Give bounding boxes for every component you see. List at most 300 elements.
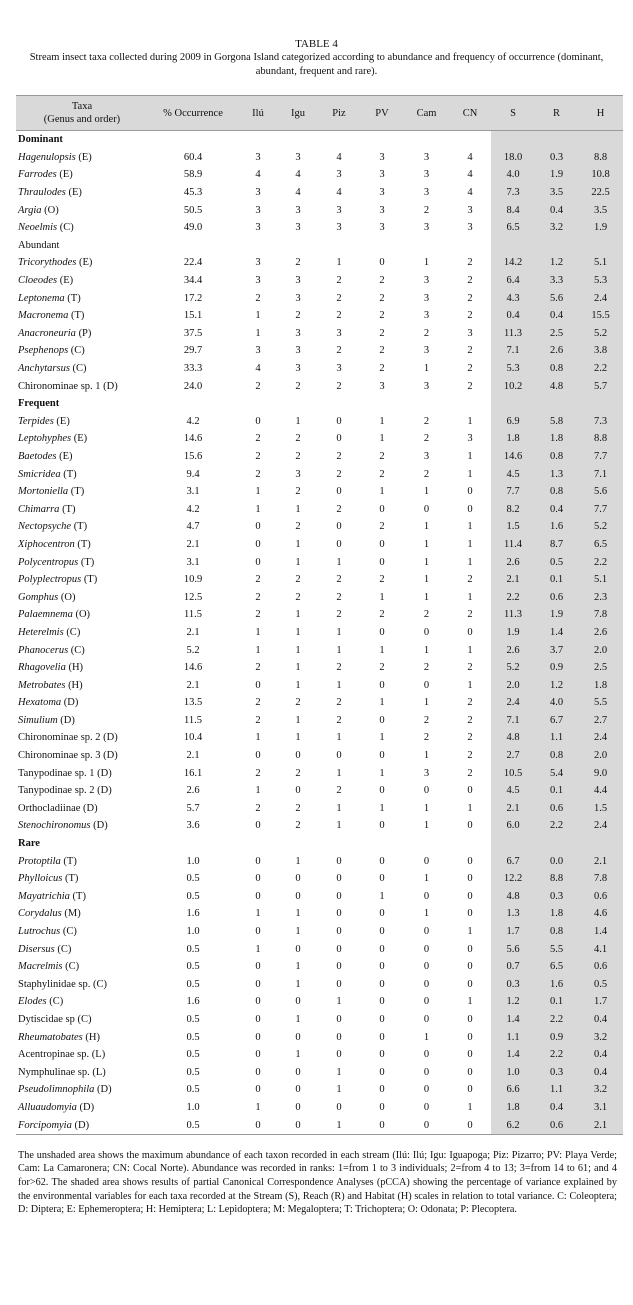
abundance-piz-cell: 2 — [336, 345, 342, 357]
abundance-piz-cell: 1 — [318, 1116, 360, 1134]
taxon-cell — [16, 500, 148, 518]
taxon-order: (O) — [75, 609, 91, 621]
variance-h-cell: 8.8 — [578, 149, 623, 167]
taxon-name: Chironominae sp. 1 — [18, 380, 101, 392]
abundance-pv-cell: 0 — [379, 538, 385, 550]
abundance-cam-cell: 3 — [423, 310, 430, 322]
abundance-ilu-cell: 2 — [255, 292, 261, 304]
variance-h-cell: 1.8 — [578, 676, 623, 694]
variance-s-cell: 1.0 — [491, 1063, 535, 1081]
abundance-piz-cell: 3 — [336, 327, 342, 339]
taxon-order: (T) — [67, 292, 81, 304]
abundance-igu-cell: 2 — [295, 697, 301, 709]
variance-r-cell: 4.8 — [535, 377, 578, 395]
variance-s-cell: 14.2 — [491, 254, 535, 272]
taxon-order: (D) — [79, 1101, 95, 1113]
taxon-order: (T) — [70, 310, 85, 322]
abundance-igu-cell: 0 — [295, 750, 301, 762]
abundance-piz-cell: 1 — [336, 626, 342, 638]
abundance-piz-cell: 2 — [336, 785, 342, 797]
table-row — [16, 888, 623, 906]
abundance-igu-cell: 2 — [295, 767, 301, 779]
abundance-cn-cell: 2 — [467, 714, 473, 726]
taxon-order: (L) — [91, 1049, 106, 1061]
header-cam: Cam — [404, 96, 449, 131]
occurrence-cell: 2.1 — [186, 538, 200, 550]
abundance-cam-cell: 3 — [423, 169, 430, 181]
abundance-piz-cell: 0 — [336, 926, 342, 938]
taxon-order: (C) — [59, 222, 74, 234]
abundance-ilu-cell: 0 — [255, 926, 261, 938]
taxon-name: Tanypodinae sp. 2 — [18, 785, 95, 797]
variance-h-cell: 0.6 — [578, 958, 623, 976]
abundance-piz-cell: 0 — [336, 961, 342, 973]
taxon-order: (T) — [64, 873, 79, 885]
taxon-cell — [16, 536, 148, 554]
table-row — [16, 588, 623, 606]
abundance-ilu-cell: 3 — [255, 275, 261, 287]
variance-r-cell: 0.5 — [535, 553, 578, 571]
taxon-cell — [16, 342, 148, 360]
taxon-order: (D) — [103, 380, 118, 392]
taxon-order: (C) — [62, 926, 77, 938]
abundance-cn-cell: 0 — [467, 820, 473, 832]
taxon-name: Xiphocentron — [18, 538, 75, 550]
abundance-cn-cell: 2 — [467, 662, 473, 674]
abundance-pv-cell: 1 — [379, 697, 385, 709]
occurrence-cell: 5.2 — [186, 644, 200, 656]
abundance-cam-cell: 0 — [423, 679, 430, 691]
taxon-cell — [16, 1011, 148, 1029]
abundance-cn-cell: 2 — [467, 257, 473, 269]
occurrence-cell: 58.9 — [183, 169, 203, 181]
abundance-cam-cell: 1 — [423, 873, 430, 885]
variance-h-cell: 7.8 — [578, 870, 623, 888]
table-row — [16, 940, 623, 958]
taxon-cell — [16, 747, 148, 765]
variance-r-cell: 2.2 — [535, 1011, 578, 1029]
taxon-cell — [16, 448, 148, 466]
variance-r-cell: 1.6 — [535, 976, 578, 994]
abundance-pv-cell: 0 — [379, 626, 385, 638]
abundance-ilu-cell: 1 — [255, 503, 261, 515]
abundance-cam-cell: 3 — [423, 151, 430, 163]
variance-s-cell: 11.4 — [491, 536, 535, 554]
table-row — [16, 676, 623, 694]
variance-h-cell: 0.5 — [578, 976, 623, 994]
variance-s-cell: 4.8 — [491, 888, 535, 906]
abundance-cn-cell: 0 — [467, 503, 473, 515]
taxon-name: Nymphulinae sp. — [18, 1066, 90, 1078]
abundance-pv-cell: 2 — [379, 310, 385, 322]
abundance-igu-cell: 1 — [295, 1049, 301, 1061]
taxon-order: (T) — [70, 486, 85, 498]
variance-r-cell: 0.4 — [535, 500, 578, 518]
variance-h-cell: 2.3 — [578, 588, 623, 606]
taxon-name: Metrobates — [18, 679, 66, 691]
variance-h-cell: 5.5 — [578, 694, 623, 712]
abundance-igu-cell: 2 — [295, 310, 301, 322]
occurrence-cell: 3.1 — [186, 556, 200, 568]
abundance-cam-cell: 0 — [423, 1049, 430, 1061]
abundance-cam-cell: 1 — [423, 750, 430, 762]
abundance-igu-cell: 1 — [295, 926, 301, 938]
variance-s-cell: 1.5 — [491, 518, 535, 536]
variance-r-cell: 0.4 — [535, 1099, 578, 1117]
abundance-cn-cell: 1 — [467, 644, 473, 656]
abundance-pv-cell: 0 — [379, 978, 385, 990]
variance-r-cell: 1.2 — [535, 676, 578, 694]
variance-h-cell: 2.6 — [578, 624, 623, 642]
section-shade-cell — [491, 395, 623, 413]
variance-s-cell: 0.7 — [491, 958, 535, 976]
taxon-cell — [16, 958, 148, 976]
abundance-cam-cell: 1 — [423, 644, 430, 656]
variance-s-cell: 14.6 — [491, 448, 535, 466]
header-occurrence: % Occurrence — [148, 96, 238, 131]
occurrence-cell: 1.0 — [186, 855, 200, 867]
abundance-ilu-cell: 2 — [255, 380, 261, 392]
abundance-cam-cell: 0 — [423, 926, 430, 938]
abundance-pv-cell: 2 — [379, 363, 385, 375]
occurrence-cell: 0.5 — [186, 873, 200, 885]
abundance-pv-cell: 3 — [379, 169, 385, 181]
variance-r-cell: 0.8 — [535, 448, 578, 466]
abundance-pv-cell: 0 — [379, 908, 385, 920]
table-row — [16, 518, 623, 536]
abundance-ilu-cell: 3 — [255, 151, 261, 163]
abundance-pv-cell: 3 — [379, 222, 385, 234]
taxon-cell — [16, 483, 148, 501]
abundance-ilu-cell: 0 — [255, 556, 261, 568]
abundance-cam-cell: 2 — [423, 609, 430, 621]
variance-r-cell: 1.8 — [535, 430, 578, 448]
occurrence-cell: 11.5 — [184, 609, 202, 621]
taxon-order: (E) — [56, 415, 70, 427]
taxon-cell — [16, 588, 148, 606]
abundance-pv-cell: 0 — [379, 1031, 385, 1043]
occurrence-cell: 22.4 — [183, 257, 203, 269]
abundance-piz-cell: 0 — [336, 1013, 342, 1025]
table-row — [16, 976, 623, 994]
taxon-order: (C) — [66, 626, 81, 638]
abundance-pv-cell: 1 — [379, 644, 385, 656]
taxon-name: Anacroneuria — [18, 327, 76, 339]
abundance-cam-cell: 2 — [423, 732, 430, 744]
header-piz: Piz — [318, 96, 360, 131]
occurrence-cell: 3.1 — [186, 486, 200, 498]
abundance-cn-cell: 2 — [467, 380, 473, 392]
abundance-cam-cell: 2 — [423, 415, 430, 427]
abundance-cn-cell: 0 — [467, 873, 473, 885]
taxon-name: Dytiscidae sp — [18, 1013, 75, 1025]
variance-h-cell: 2.4 — [578, 729, 623, 747]
variance-s-cell: 4.5 — [491, 465, 535, 483]
variance-h-cell: 1.7 — [578, 993, 623, 1011]
variance-r-cell: 3.3 — [535, 272, 578, 290]
abundance-piz-cell: 1 — [336, 679, 342, 691]
occurrence-cell: 11.5 — [184, 714, 202, 726]
occurrence-cell: 0.5 — [186, 1013, 200, 1025]
occurrence-cell: 2.1 — [186, 679, 200, 691]
taxon-name: Phanocerus — [18, 644, 69, 656]
variance-r-cell: 1.1 — [535, 1081, 578, 1099]
abundance-cn-cell: 0 — [467, 486, 473, 498]
abundance-ilu-cell: 0 — [255, 996, 261, 1008]
variance-r-cell: 2.5 — [535, 325, 578, 343]
taxon-order: (C) — [70, 345, 85, 357]
variance-h-cell: 2.5 — [578, 659, 623, 677]
abundance-cam-cell: 3 — [423, 767, 430, 779]
abundance-ilu-cell: 1 — [255, 732, 261, 744]
variance-r-cell: 0.9 — [535, 1028, 578, 1046]
variance-s-cell: 1.1 — [491, 1028, 535, 1046]
variance-h-cell: 2.2 — [578, 360, 623, 378]
taxon-name: Corydalus — [18, 908, 62, 920]
variance-r-cell: 1.8 — [535, 905, 578, 923]
taxon-name: Argia — [18, 204, 42, 216]
taxon-name: Elodes — [18, 996, 47, 1008]
table-row — [16, 747, 623, 765]
variance-s-cell: 6.9 — [491, 413, 535, 431]
variance-h-cell: 5.2 — [578, 518, 623, 536]
abundance-piz-cell: 2 — [336, 574, 342, 586]
occurrence-cell: 9.4 — [186, 468, 200, 480]
taxon-cell — [16, 1046, 148, 1064]
abundance-cam-cell: 0 — [423, 978, 430, 990]
taxon-name: Lutrochus — [18, 926, 61, 938]
abundance-ilu-cell: 1 — [255, 785, 261, 797]
taxon-cell — [16, 641, 148, 659]
abundance-piz-cell: 1 — [336, 732, 342, 744]
abundance-igu-cell: 1 — [295, 415, 301, 427]
occurrence-cell: 2.6 — [186, 785, 200, 797]
table-row — [16, 993, 623, 1011]
header-cn: CN — [449, 96, 491, 131]
variance-r-cell: 1.3 — [535, 465, 578, 483]
variance-r-cell: 0.4 — [535, 201, 578, 219]
abundance-cam-cell: 0 — [423, 996, 430, 1008]
taxon-cell — [16, 1028, 148, 1046]
abundance-igu-cell: 3 — [295, 151, 301, 163]
variance-h-cell: 4.4 — [578, 782, 623, 800]
abundance-ilu-cell: 0 — [255, 1066, 261, 1078]
taxon-name: Gomphus — [18, 591, 59, 603]
abundance-piz-cell: 0 — [336, 750, 342, 762]
abundance-cam-cell: 3 — [423, 380, 430, 392]
abundance-cn-cell: 1 — [467, 415, 473, 427]
abundance-cn-cell: 3 — [467, 204, 473, 216]
table-row — [16, 377, 623, 395]
abundance-piz-cell: 3 — [336, 204, 342, 216]
taxon-cell — [16, 993, 148, 1011]
taxon-cell — [16, 800, 148, 818]
abundance-cn-cell: 1 — [467, 521, 473, 533]
abundance-ilu-cell: 1 — [255, 644, 261, 656]
section-shade-cell — [491, 835, 623, 853]
taxon-name: Macronema — [18, 310, 69, 322]
abundance-cam-cell: 2 — [423, 468, 430, 480]
abundance-igu-cell: 1 — [295, 1013, 301, 1025]
taxon-order: (E) — [78, 151, 92, 163]
taxon-name: Mortoniella — [18, 486, 69, 498]
occurrence-cell: 1.0 — [186, 926, 200, 938]
abundance-piz-cell: 2 — [336, 609, 342, 621]
abundance-cn-cell: 2 — [467, 767, 473, 779]
abundance-cn-cell: 0 — [467, 890, 473, 902]
taxon-name: Polyplectropus — [18, 574, 82, 586]
abundance-pv-cell: 1 — [379, 802, 385, 814]
variance-r-cell: 3.5 — [535, 184, 578, 202]
variance-r-cell: 1.1 — [535, 729, 578, 747]
abundance-cn-cell: 4 — [467, 187, 473, 199]
taxon-name: Phylloicus — [18, 873, 63, 885]
taxon-cell — [16, 254, 148, 272]
abundance-cn-cell: 4 — [467, 151, 473, 163]
occurrence-cell: 15.6 — [183, 450, 203, 462]
taxon-order: (E) — [59, 275, 74, 287]
taxon-cell — [16, 149, 148, 167]
table-row — [16, 712, 623, 730]
section-label: Dominant — [18, 134, 63, 146]
taxon-order: (E) — [78, 257, 93, 269]
abundance-igu-cell: 3 — [295, 204, 301, 216]
abundance-ilu-cell: 1 — [255, 626, 261, 638]
abundance-pv-cell: 3 — [379, 380, 385, 392]
abundance-igu-cell: 1 — [295, 679, 301, 691]
abundance-ilu-cell: 0 — [238, 1116, 278, 1134]
taxon-order: (C) — [49, 996, 64, 1008]
occurrence-cell: 3.6 — [186, 820, 200, 832]
abundance-ilu-cell: 4 — [255, 169, 261, 181]
abundance-piz-cell: 4 — [336, 151, 342, 163]
variance-s-cell: 1.8 — [491, 1099, 535, 1117]
abundance-igu-cell: 1 — [295, 855, 301, 867]
variance-h-cell: 10.8 — [578, 166, 623, 184]
abundance-cn-cell: 1 — [467, 556, 473, 568]
abundance-pv-cell: 0 — [379, 750, 385, 762]
abundance-cn-cell: 0 — [467, 626, 473, 638]
occurrence-cell: 14.6 — [183, 433, 203, 445]
abundance-piz-cell: 2 — [336, 591, 342, 603]
abundance-igu-cell: 4 — [295, 169, 301, 181]
abundance-pv-cell: 1 — [379, 486, 385, 498]
variance-r-cell: 0.3 — [535, 888, 578, 906]
variance-h-cell: 7.3 — [578, 413, 623, 431]
variance-s-cell: 6.0 — [491, 817, 535, 835]
table-title: TABLE 4 — [295, 38, 338, 50]
variance-s-cell: 1.9 — [491, 624, 535, 642]
taxon-cell — [16, 729, 148, 747]
table-row — [16, 184, 623, 202]
abundance-piz-cell: 0 — [336, 943, 342, 955]
abundance-igu-cell: 2 — [295, 450, 301, 462]
taxon-cell — [16, 184, 148, 202]
abundance-cam-cell: 0 — [423, 503, 430, 515]
taxon-cell — [16, 870, 148, 888]
abundance-cn-cell: 2 — [467, 275, 473, 287]
taxon-cell — [16, 712, 148, 730]
variance-s-cell: 7.3 — [491, 184, 535, 202]
occurrence-cell: 0.5 — [186, 943, 200, 955]
taxon-name: Mayatrichia — [18, 890, 70, 902]
variance-s-cell: 2.6 — [491, 553, 535, 571]
table-header-row — [16, 96, 623, 131]
abundance-pv-cell: 0 — [379, 257, 385, 269]
taxon-cell — [16, 518, 148, 536]
variance-r-cell: 0.1 — [535, 571, 578, 589]
variance-r-cell: 0.8 — [535, 747, 578, 765]
table-footnote: The unshaded area shows the maximum abundance of each taxon recorded in each stream (Ilú: Ilú; Igu: Iguapoga; Piz: Pizarro; PV: Playa Verde; Cam: La Camaronera; CN: Cocal Norte). Abundance was recorded in ranks: 1=from 1 to 3 individuals; 2=from 4 to 13; 3=from 14 to 61; and 4 for>62. The shaded area shows results of partial Canonical Correspondence Analyses (pCCA) showing the percentage of variance explained by the environmental variables for each taxa recorded at the Stream (S), Reach (R) and Habitat (H) scales in relation to total variance. C: Coleoptera; D: Diptera; E: Ephemeroptera; H: Hemiptera; L: Lepidoptera; M: Megaloptera; T: Trichoptera; O: Odonata; P: Plecoptera. — [18, 1149, 617, 1216]
abundance-cn-cell: 2 — [467, 732, 473, 744]
abundance-igu-cell: 0 — [295, 1101, 301, 1113]
taxon-order: (E) — [59, 450, 73, 462]
abundance-igu-cell: 1 — [295, 732, 301, 744]
taxon-order: (T) — [80, 556, 95, 568]
abundance-igu-cell: 3 — [295, 468, 301, 480]
abundance-cn-cell: 1 — [467, 679, 473, 691]
variance-r-cell: 5.8 — [535, 413, 578, 431]
variance-r-cell: 0.0 — [535, 852, 578, 870]
abundance-piz-cell: 0 — [336, 873, 342, 885]
variance-h-cell: 2.4 — [578, 289, 623, 307]
taxon-cell — [16, 571, 148, 589]
abundance-cam-cell: 0 — [423, 1066, 430, 1078]
abundance-pv-cell: 0 — [379, 873, 385, 885]
variance-s-cell: 1.4 — [491, 1046, 535, 1064]
variance-r-cell: 1.4 — [535, 624, 578, 642]
taxon-order: (C) — [77, 1013, 92, 1025]
abundance-ilu-cell: 2 — [255, 714, 261, 726]
table-row — [16, 1081, 623, 1099]
variance-s-cell: 2.0 — [491, 676, 535, 694]
abundance-ilu-cell: 2 — [255, 767, 261, 779]
abundance-piz-cell: 2 — [336, 380, 342, 392]
taxon-name: Chironominae sp. 2 — [18, 732, 101, 744]
variance-h-cell: 7.8 — [578, 606, 623, 624]
taxon-order: (C) — [65, 961, 80, 973]
abundance-cn-cell: 2 — [467, 574, 473, 586]
header-igu: Igu — [278, 96, 318, 131]
abundance-cn-cell: 0 — [467, 1013, 473, 1025]
taxon-cell — [16, 676, 148, 694]
abundance-pv-cell: 0 — [379, 785, 385, 797]
taxon-cell — [16, 1081, 148, 1099]
abundance-igu-cell: 3 — [295, 345, 301, 357]
abundance-cn-cell: 1 — [467, 468, 473, 480]
table-row — [16, 219, 623, 237]
variance-r-cell: 0.6 — [535, 800, 578, 818]
abundance-cn-cell: 0 — [467, 1066, 473, 1078]
variance-s-cell: 4.0 — [491, 166, 535, 184]
occurrence-cell: 0.5 — [148, 1116, 238, 1134]
variance-s-cell: 11.3 — [491, 325, 535, 343]
abundance-igu-cell: 0 — [295, 996, 301, 1008]
abundance-ilu-cell: 1 — [255, 1101, 261, 1113]
abundance-pv-cell: 1 — [379, 732, 385, 744]
table-row — [16, 624, 623, 642]
abundance-piz-cell: 2 — [336, 310, 342, 322]
abundance-igu-cell: 1 — [295, 538, 301, 550]
variance-h-cell: 7.7 — [578, 500, 623, 518]
abundance-cn-cell: 2 — [467, 345, 473, 357]
taxon-cell — [16, 1063, 148, 1081]
abundance-igu-cell: 3 — [295, 222, 301, 234]
abundance-piz-cell: 0 — [336, 521, 342, 533]
variance-s-cell: 7.1 — [491, 712, 535, 730]
table-row — [16, 536, 623, 554]
abundance-cam-cell: 0 — [404, 1116, 449, 1134]
